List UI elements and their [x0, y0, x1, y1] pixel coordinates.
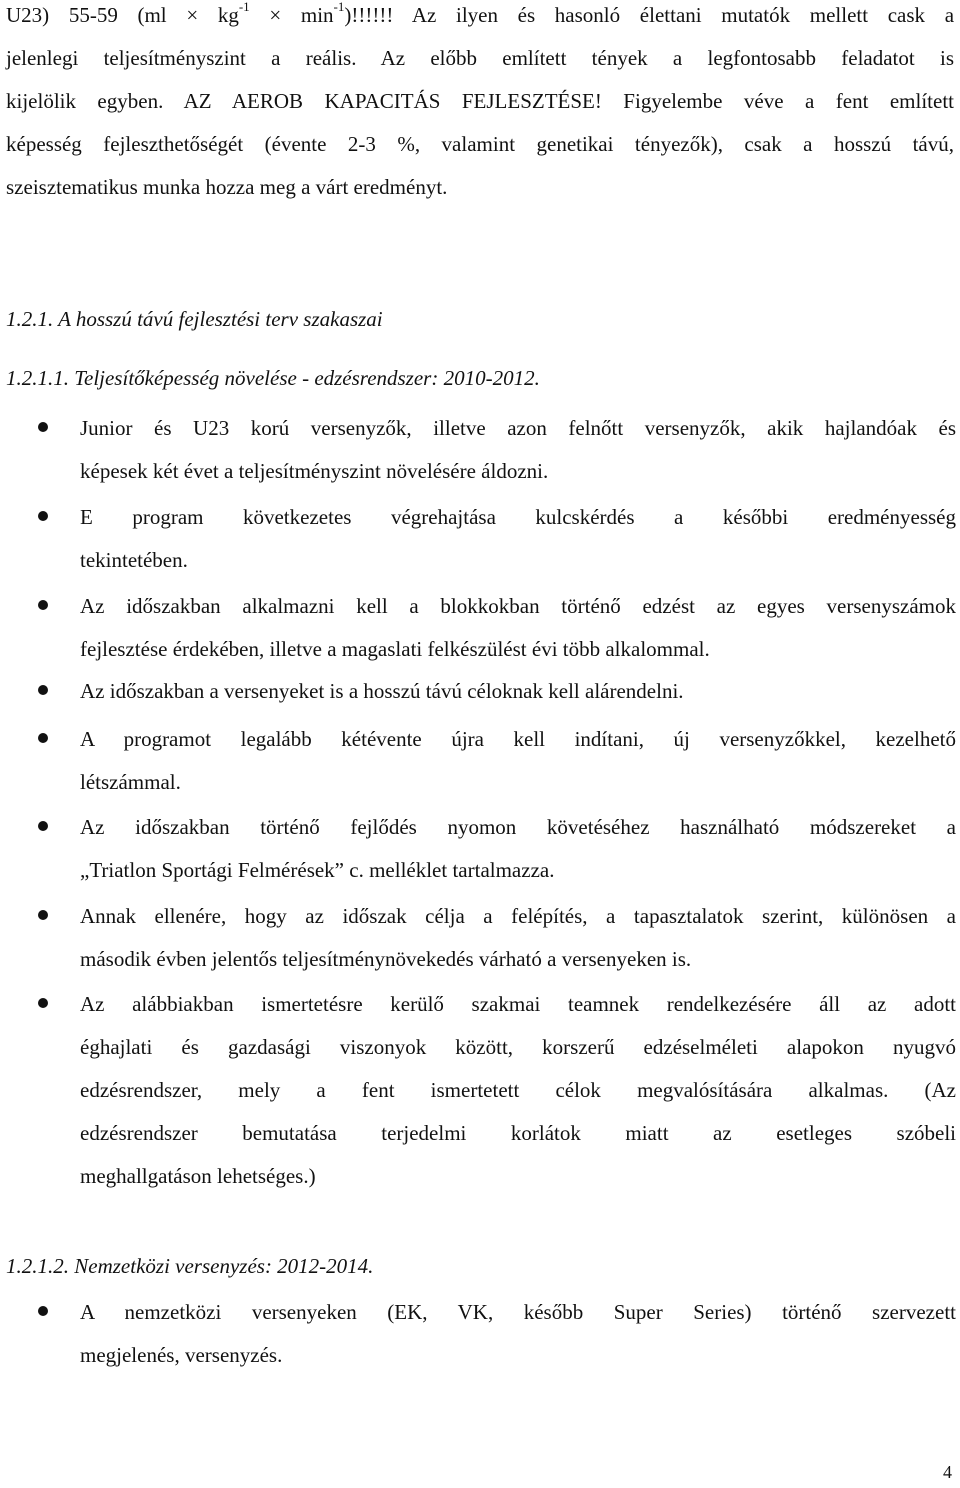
list-item-line: tekintetében. — [80, 548, 188, 572]
bullet-dot-icon — [38, 733, 48, 743]
intro-line-1: U23) 55-59 $(ml \times kg^{-1} \times \min^{-1})$!!!!!! Az ilyen és hasonló élettani mutatók mellett cask a — [6, 0, 955, 27]
list-item-line: A programot legalább kétévente újra kell indítani, új versenyzőkkel, kezelhető — [80, 727, 956, 751]
multiply-sign: × — [269, 3, 282, 27]
list-item-line: meghallgatáson lehetséges.) — [80, 1164, 316, 1188]
list-item-line: E program következetes végrehajtása kulcskérdés a későbbi eredményesség — [80, 505, 956, 529]
list-item-line: A nemzetközi versenyeken (EK, VK, később Super Series) történő szervezett — [80, 1300, 956, 1324]
list-item-text — [80, 496, 956, 582]
list-item-line: Az időszakban a versenyeket is a hosszú távú céloknak kell alárendelni. — [80, 679, 684, 703]
list-item-text — [80, 895, 956, 981]
bullet-dot-icon — [38, 910, 48, 920]
bullet-dot-icon — [38, 685, 48, 695]
bullet-dot-icon — [38, 1306, 48, 1316]
page-number: 4 — [943, 1462, 952, 1482]
list-item-line: Az időszakban történő fejlődés nyomon követéséhez használható módszereket a — [80, 815, 956, 839]
list-item-line: képesek két évet a teljesítményszint növelésére áldozni. — [80, 459, 549, 483]
bullet-dot-icon — [38, 422, 48, 432]
bullet-dot-icon — [38, 600, 48, 610]
list-item-line: edzésrendszer bemutatása terjedelmi korlátok miatt az esetleges szóbeli — [80, 1121, 956, 1145]
list-item-line: létszámmal. — [80, 770, 181, 794]
intro-line-5: szeisztematikus munka hozza meg a várt eredményt. — [6, 175, 448, 199]
list-item-line: Az időszakban alkalmazni kell a blokkokban történő edzést az egyes versenyszámok — [80, 594, 956, 618]
list-item-text — [80, 806, 956, 892]
list-item-line: megjelenés, versenyzés. — [80, 1343, 283, 1367]
intro-line-2: jelenlegi teljesítményszint a reális. Az előbb említett tények a legfontosabb feladatot is — [6, 46, 954, 70]
intro-paragraph — [6, 0, 954, 209]
intro-line-3: kijelölik egyben. AZ AEROB KAPACITÁS FEJLESZTÉSE! Figyelembe véve a fent említett — [6, 89, 954, 113]
list-item-line: edzésrendszer, mely a fent ismertetett célok megvalósítására alkalmas. (Az — [80, 1078, 956, 1102]
superscript: -1 — [333, 0, 345, 14]
list-item-line: fejlesztése érdekében, illetve a magaslati felkészülést évi több alkalommal. — [80, 637, 710, 661]
list-item-text — [80, 670, 956, 713]
superscript: -1 — [238, 0, 250, 14]
subsection-heading-1: 1.2.1.1. Teljesítőképesség növelése - edzésrendszer: 2010-2012. — [6, 366, 540, 390]
list-item-text — [80, 585, 956, 671]
intro-line-4: képesség fejleszthetőségét (évente 2-3 %, valamint genetikai tényezők), csak a hosszú távú, — [6, 132, 954, 156]
bullet-dot-icon — [38, 511, 48, 521]
list-item-line: Junior és U23 korú versenyzők, illetve azon felnőtt versenyzők, akik hajlandóak és — [80, 416, 956, 440]
subsection-heading-2: 1.2.1.2. Nemzetközi versenyzés: 2012-2014. — [6, 1254, 374, 1278]
list-item-text — [80, 1291, 956, 1377]
list-item-line: éghajlati és gazdasági viszonyok között, korszerű edzéselméleti alapokon nyugvó — [80, 1035, 956, 1059]
multiply-sign: × — [186, 3, 199, 27]
list-item-line: második évben jelentős teljesítménynövekedés várható a versenyeken is. — [80, 947, 692, 971]
list-item-text — [80, 718, 956, 804]
list-item-text — [80, 983, 956, 1198]
section-heading: 1.2.1. A hosszú távú fejlesztési terv szakaszai — [6, 307, 383, 331]
bullet-dot-icon — [38, 821, 48, 831]
bullet-dot-icon — [38, 998, 48, 1008]
list-item-text — [80, 407, 956, 493]
list-item-line: Annak ellenére, hogy az időszak célja a felépítés, a tapasztalatok szerint, különösen a — [80, 904, 956, 928]
list-item-line: „Triatlon Sportági Felmérések” c. melléklet tartalmazza. — [80, 858, 555, 882]
list-item-line: Az alábbiakban ismertetésre kerülő szakmai teamnek rendelkezésére áll az adott — [80, 992, 956, 1016]
